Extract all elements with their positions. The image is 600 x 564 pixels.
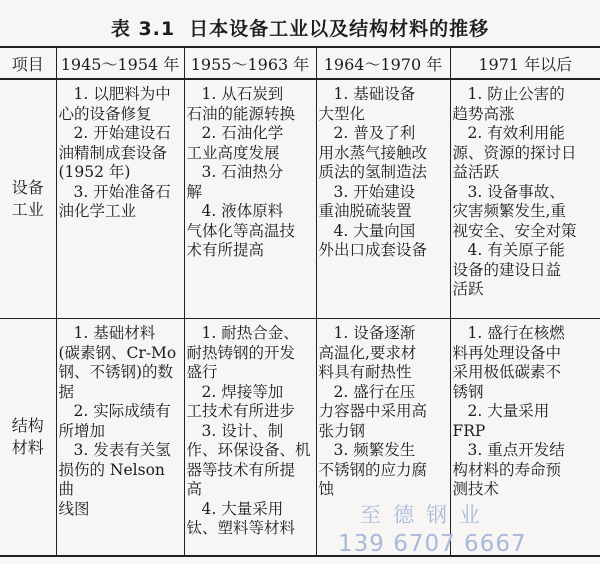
table-cell	[56, 79, 184, 319]
cell-text-line: 气体化等高温技	[186, 221, 296, 240]
table-row	[0, 319, 600, 557]
cell-text-line: 3. 重点开发结	[467, 441, 565, 459]
cell-text-line: 4. 液体原料	[201, 202, 284, 220]
table-caption	[0, 14, 600, 41]
cell-text-line: 活跃	[452, 280, 484, 298]
cell-text-line: 大型化	[318, 104, 366, 123]
cell-text-line: 心的设备修复	[58, 104, 152, 123]
cell-text-line: 3. 开始建设	[333, 182, 416, 201]
cell-text-line: 料具有耐热性	[318, 363, 412, 381]
cell-text-line: 构材料的寿命预	[452, 460, 562, 479]
table-row	[0, 79, 600, 319]
cell-text-line: 盛行	[186, 363, 218, 381]
table-cell	[184, 319, 316, 557]
cell-text-line: 钢、不锈钢)的数	[58, 363, 174, 381]
cell-text-line: 4. 大量向国	[333, 221, 416, 240]
cell-text-line: 重油脱硫装置	[318, 202, 412, 220]
cell-text-line: (碳素钢、Cr-Mo	[58, 343, 177, 362]
table-cell	[56, 319, 184, 557]
cell-text-line: 不锈钢的应力腐	[318, 460, 428, 479]
cell-text-line: 1. 防止公害的	[467, 85, 565, 103]
watermark-name: 至德钢业	[360, 503, 492, 527]
cell-text-line: 1. 基础材料	[73, 324, 156, 342]
header-row	[0, 47, 600, 79]
table-cell	[316, 79, 450, 319]
data-table	[0, 46, 600, 557]
cell-text-line: 4. 有关原子能	[467, 241, 565, 259]
cell-text-line: 3. 设计、制	[201, 421, 284, 440]
cell-text-line: 4. 大量采用	[201, 499, 284, 518]
row-label-line: 设备	[11, 178, 44, 197]
cell-text-line: 3. 设备事故、	[467, 182, 565, 201]
cell-text-line: 2. 普及了利	[333, 124, 416, 142]
cell-text-line: 力容器中采用高	[318, 402, 428, 420]
cell-text-line: 2. 开始建设石	[73, 124, 171, 142]
table-cell	[184, 79, 316, 319]
cell-text-line: 钛、塑料等材料	[186, 519, 296, 537]
cell-text-line: 线图	[58, 499, 90, 518]
cell-text-line: 张力钢	[318, 421, 366, 440]
cell-text-line: 料再处理设备中	[452, 343, 562, 362]
cell-text-line: 3. 发表有关氢	[73, 441, 171, 459]
cell-text-line: 解	[186, 182, 203, 201]
cell-text-line: (1952 年)	[58, 163, 131, 181]
cell-text-line: 测技术	[452, 480, 500, 498]
cell-text-line: 1. 耐热合金、	[201, 324, 299, 342]
row-label-line: 结构	[11, 416, 44, 435]
cell-text-line: 术有所提高	[186, 241, 265, 259]
cell-text-line: 2. 实际成绩有	[73, 402, 171, 420]
row-label-line: 材料	[11, 438, 44, 457]
cell-text-line: 工技术有所进步	[186, 402, 296, 420]
cell-text-line: 工业高度发展	[186, 143, 280, 162]
cell-text-line: 2. 有效利用能	[467, 124, 565, 142]
table-number: 表 3.1	[110, 18, 176, 40]
cell-text-line: 1. 设备逐渐	[333, 324, 416, 342]
cell-text-line: 采用极低碳素不	[452, 363, 562, 381]
cell-text-line: 视安全、安全对策	[452, 221, 577, 240]
cell-text-line: 3. 石油热分	[201, 163, 284, 181]
cell-text-line: FRP	[452, 421, 486, 440]
table-cell	[450, 79, 600, 319]
cell-text-line: 1. 从石炭到	[201, 85, 284, 103]
column-header: 1971 年以后	[450, 47, 600, 79]
column-header: 1964～1970 年	[316, 47, 450, 79]
cell-text-line: 油精制成套设备	[58, 143, 168, 162]
cell-text-line: 高	[186, 480, 203, 498]
cell-text-line: 3. 频繁发生	[333, 441, 416, 459]
cell-text-line: 锈钢	[452, 382, 484, 401]
cell-text-line: 2. 焊接等加	[201, 382, 284, 401]
cell-text-line: 1. 基础设备	[333, 85, 416, 103]
cell-text-line: 用水蒸气接触改	[318, 143, 428, 162]
row-label-line: 工业	[11, 200, 44, 219]
cell-text-line: 源、资源的探讨日	[452, 143, 577, 162]
cell-text-line: 石油的能源转换	[186, 104, 296, 123]
cell-text-line: 高温化,要求材	[318, 343, 417, 362]
cell-text-line: 据	[58, 382, 75, 401]
column-header: 1955～1963 年	[184, 47, 316, 79]
column-header: 1945～1954 年	[56, 47, 184, 79]
cell-text-line: 所增加	[58, 421, 106, 440]
cell-text-line: 耐热铸钢的开发	[186, 343, 296, 362]
row-label	[0, 319, 56, 557]
cell-text-line: 损伤的 Nelson 曲	[58, 460, 165, 498]
watermark-phone: 139 6707 6667	[338, 531, 527, 557]
cell-text-line: 设备的建设日益	[452, 260, 562, 279]
cell-text-line: 益活跃	[452, 163, 500, 181]
cell-text-line: 器等技术有所提	[186, 460, 296, 479]
table-title: 日本设备工业以及结构材料的推移	[189, 18, 490, 40]
cell-text-line: 1. 以肥料为中	[73, 85, 171, 103]
cell-text-line: 灾害频繁发生,重	[452, 202, 566, 220]
cell-text-line: 2. 大量采用	[467, 402, 550, 420]
cell-text-line: 2. 盛行在压	[333, 382, 416, 401]
cell-text-line: 趋势高涨	[452, 104, 515, 123]
cell-text-line: 质法的氢制造法	[318, 163, 428, 181]
column-header: 项目	[0, 47, 56, 79]
cell-text-line: 1. 盛行在核燃	[467, 324, 565, 342]
cell-text-line: 3. 开始准备石	[73, 182, 171, 201]
cell-text-line: 外出口成套设备	[318, 241, 428, 259]
cell-text-line: 蚀	[318, 480, 335, 498]
cell-text-line: 油化学工业	[58, 202, 137, 220]
cell-text-line: 2. 石油化学	[201, 124, 284, 142]
cell-text-line: 作、环保设备、机	[186, 441, 311, 459]
row-label	[0, 79, 56, 319]
